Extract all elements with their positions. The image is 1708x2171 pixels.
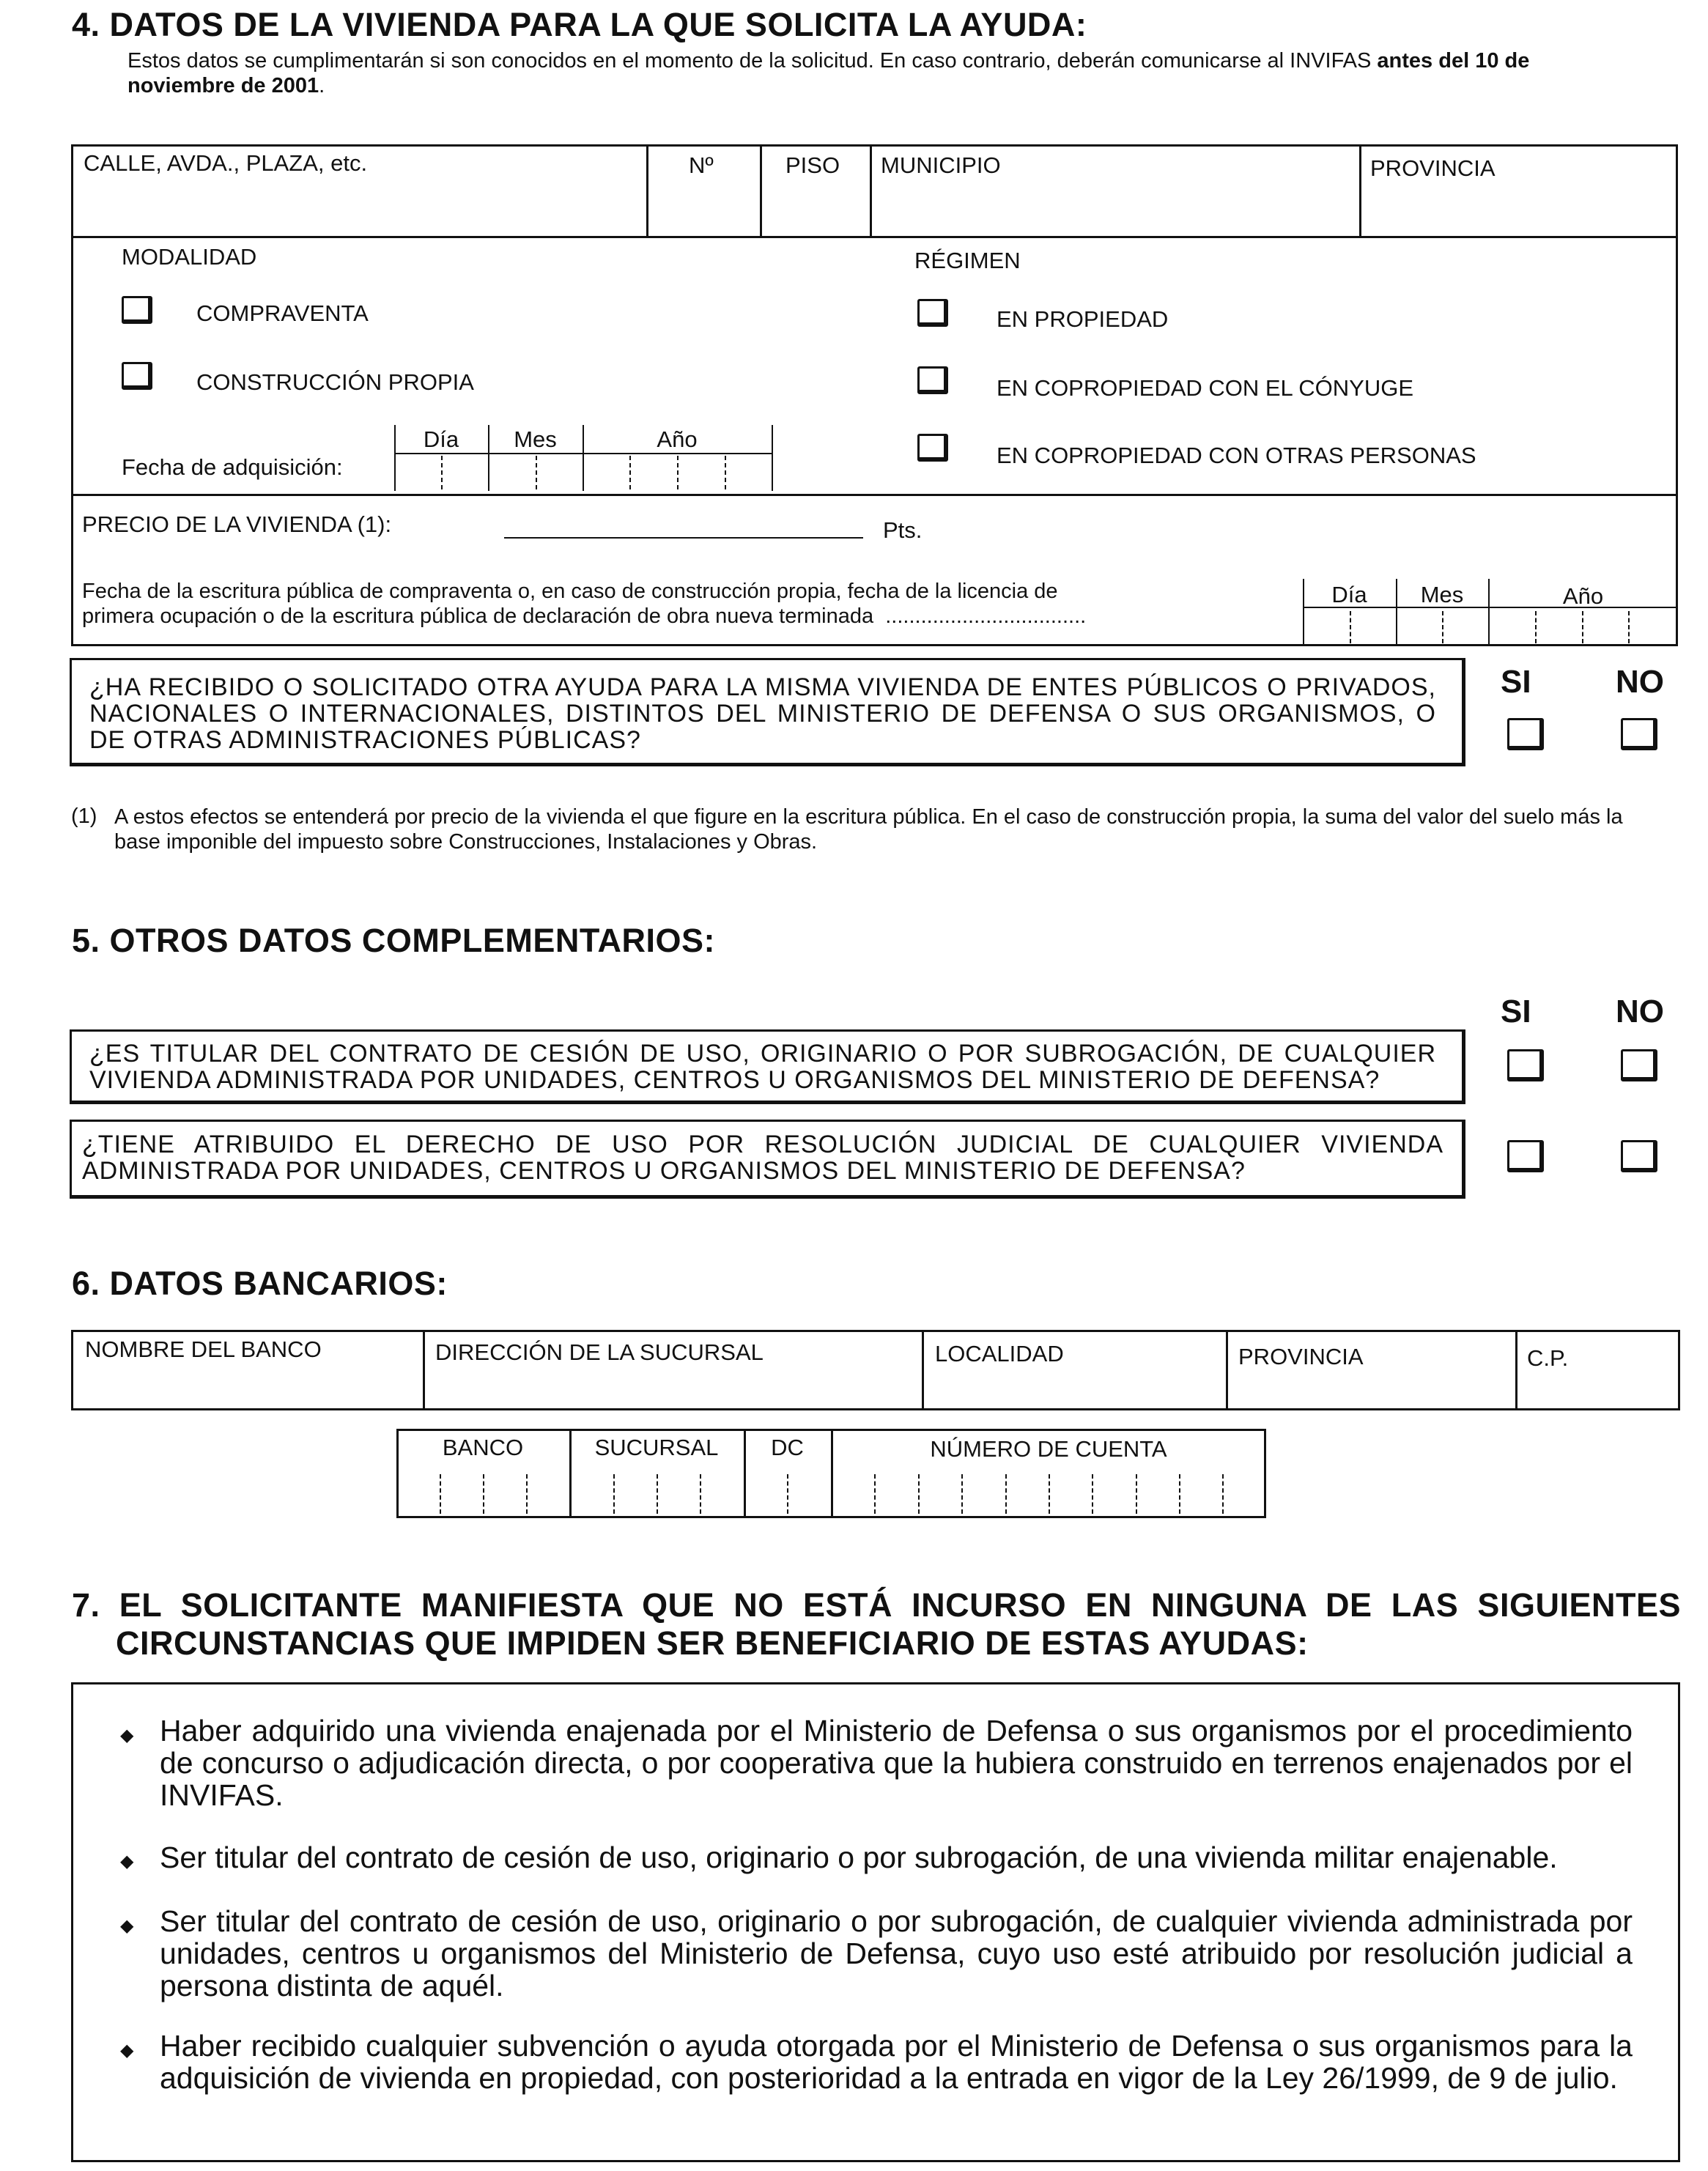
header-municipio: MUNICIPIO xyxy=(881,152,1001,178)
divider xyxy=(1226,1330,1228,1410)
escritura-ano-header: Año xyxy=(1562,583,1604,609)
intro-end: . xyxy=(319,74,325,97)
digit-separator xyxy=(1049,1474,1050,1514)
fecha-adquisicion-label: Fecha de adquisición: xyxy=(122,454,343,480)
header-localidad: LOCALIDAD xyxy=(935,1341,1064,1366)
s5-question-2: ¿TIENE ATRIBUIDO EL DERECHO DE USO POR RESOLUCIÓN JUDICIAL DE CUALQUIER VIVIENDA ADMINISTRADA POR UNIDADES, CENTROS U ORGANISMOS DEL MINISTERIO DE DEFENSA? xyxy=(82,1131,1443,1185)
header-provincia: PROVINCIA xyxy=(1370,155,1496,181)
section-7-title xyxy=(72,1586,1684,1663)
section-7-title-line-2: CIRCUNSTANCIAS QUE IMPIDEN SER BENEFICIARIO DE ESTAS AYUDAS: xyxy=(116,1624,1309,1662)
copropiedad-conyuge-label: EN COPROPIEDAD CON EL CÓNYUGE xyxy=(997,375,1414,401)
s5-q2-si-checkbox[interactable] xyxy=(1507,1140,1544,1172)
divider xyxy=(870,144,872,237)
precio-label: PRECIO DE LA VIVIENDA (1): xyxy=(82,511,392,537)
s5-q1-si-checkbox[interactable] xyxy=(1507,1049,1544,1081)
digit-separator xyxy=(483,1474,484,1514)
digit-separator xyxy=(536,456,537,489)
circunstancia-item-2: Ser titular del contrato de cesión de uso, originario o por subrogación, de una vivienda militar enajenable. xyxy=(160,1841,1558,1874)
en-propiedad-label: EN PROPIEDAD xyxy=(997,306,1169,332)
precio-unit: Pts. xyxy=(883,517,923,543)
bullet-icon: ◆ xyxy=(120,1726,134,1745)
compraventa-label: COMPRAVENTA xyxy=(196,300,369,326)
header-calle: CALLE, AVDA., PLAZA, etc. xyxy=(84,150,368,176)
digit-separator xyxy=(918,1474,920,1514)
otra-ayuda-question: ¿HA RECIBIDO O SOLICITADO OTRA AYUDA PARA LA MISMA VIVIENDA DE ENTES PÚBLICOS O PRIVADOS, NACIONALES O INTERNACIONALES, DISTINTOS DEL MINISTERIO DE DEFENSA O SUS ORGANISMOS, O DE OTRAS ADMINISTRACIONES PÚBLICAS? xyxy=(89,673,1436,754)
digit-separator xyxy=(1350,611,1351,643)
section-4-intro xyxy=(127,48,1681,98)
footnote-text: A estos efectos se entenderá por precio de la vivienda el que figure en la escritura pública. En el caso de construcción propia, la suma del valor del suelo más la base imponible del impuesto sobre Construcciones, Instalaciones y Obras. xyxy=(114,805,1623,854)
digit-separator xyxy=(787,1474,788,1514)
digit-separator xyxy=(440,1474,441,1514)
regimen-label: RÉGIMEN xyxy=(914,248,1021,273)
s5-q2-no-checkbox[interactable] xyxy=(1621,1140,1657,1172)
divider xyxy=(772,425,773,491)
intro-deadline-2: noviembre de 2001 xyxy=(127,74,319,97)
circunstancia-item-4: Haber recibido cualquier subvención o ayuda otorgada por el Ministerio de Defensa o sus organismos para la adquisición de vivienda en propiedad, con posterioridad a la entrada en vigor de la Ley 26/1999, de 9 de julio. xyxy=(160,2029,1633,2095)
divider xyxy=(646,144,648,237)
digit-separator xyxy=(1535,611,1537,643)
circunstancia-item-1: Haber adquirido una vivienda enajenada por el Ministerio de Defensa o sus organismos por el procedimiento de concurso o adjudicación directa, o por cooperativa que la hubiera construido en terrenos enajenados por el INVIFAS. xyxy=(160,1714,1633,1812)
fecha-adq-mes-header: Mes xyxy=(514,426,557,452)
bullet-icon: ◆ xyxy=(120,2041,134,2060)
header-direccion-sucursal: DIRECCIÓN DE LA SUCURSAL xyxy=(435,1339,764,1365)
digit-separator xyxy=(1005,1474,1007,1514)
copropiedad-otras-label: EN COPROPIEDAD CON OTRAS PERSONAS xyxy=(997,443,1476,468)
digit-separator xyxy=(1628,611,1630,643)
divider xyxy=(71,494,1678,496)
digit-separator xyxy=(1442,611,1443,643)
bullet-icon: ◆ xyxy=(120,1852,134,1871)
divider xyxy=(71,236,1678,238)
s5-q1-no-checkbox[interactable] xyxy=(1621,1049,1657,1081)
section-6-title: 6. DATOS BANCARIOS: xyxy=(72,1265,448,1302)
digit-separator xyxy=(700,1474,701,1514)
escritura-dots: .................................. xyxy=(885,604,1087,628)
digit-separator xyxy=(961,1474,963,1514)
digit-separator xyxy=(613,1474,615,1514)
divider xyxy=(1359,144,1361,237)
intro-deadline-1: antes del 10 de xyxy=(1377,49,1530,73)
copropiedad-conyuge-checkbox[interactable] xyxy=(917,366,948,394)
header-cp: C.P. xyxy=(1527,1345,1569,1371)
intro-text: Estos datos se cumplimentarán si son conocidos en el momento de la solicitud. En caso contrario, deberán comunicarse al INVIFAS xyxy=(127,49,1378,73)
digit-separator xyxy=(1179,1474,1180,1514)
digit-separator xyxy=(526,1474,528,1514)
header-nombre-banco: NOMBRE DEL BANCO xyxy=(85,1336,322,1362)
section-4-title: 4. DATOS DE LA VIVIENDA PARA LA QUE SOLICITA LA AYUDA: xyxy=(72,6,1087,43)
s5-question-1: ¿ES TITULAR DEL CONTRATO DE CESIÓN DE USO, ORIGINARIO O POR SUBROGACIÓN, DE CUALQUIER VIVIENDA ADMINISTRADA POR UNIDADES, CENTROS U ORGANISMOS DEL MINISTERIO DE DEFENSA? xyxy=(89,1040,1436,1094)
digit-separator xyxy=(441,456,443,489)
otra-ayuda-si-label: SI xyxy=(1501,664,1531,700)
fecha-adq-dia-header: Día xyxy=(423,426,459,452)
compraventa-checkbox[interactable] xyxy=(122,296,152,324)
footnote-mark: (1) xyxy=(71,805,97,828)
digit-separator xyxy=(1136,1474,1137,1514)
precio-input-line[interactable] xyxy=(504,537,863,539)
fecha-adq-ano-header: Año xyxy=(657,426,698,452)
digit-separator xyxy=(677,456,679,489)
account-sucursal-header: SUCURSAL xyxy=(594,1435,719,1460)
digit-separator xyxy=(1222,1474,1224,1514)
section-7-title-line-1: 7. EL SOLICITANTE MANIFIESTA QUE NO ESTÁ INCURSO EN NINGUNA DE LAS SIGUIENTES xyxy=(72,1586,1681,1624)
otra-ayuda-si-checkbox[interactable] xyxy=(1507,718,1544,750)
header-piso: PISO xyxy=(785,152,840,178)
construccion-propia-label: CONSTRUCCIÓN PROPIA xyxy=(196,369,474,395)
header-numero: Nº xyxy=(689,152,714,178)
otra-ayuda-no-checkbox[interactable] xyxy=(1621,718,1657,750)
digit-separator xyxy=(1092,1474,1093,1514)
digit-separator xyxy=(629,456,631,489)
divider xyxy=(423,1330,425,1410)
digit-separator xyxy=(725,456,726,489)
digit-separator xyxy=(1582,611,1583,643)
construccion-propia-checkbox[interactable] xyxy=(122,362,152,390)
bullet-icon: ◆ xyxy=(120,1916,134,1936)
digit-separator xyxy=(874,1474,876,1514)
s5-no-label: NO xyxy=(1616,994,1664,1029)
escritura-mes-header: Mes xyxy=(1420,582,1464,607)
account-numero-header: NÚMERO DE CUENTA xyxy=(930,1436,1167,1462)
escritura-dia-header: Día xyxy=(1331,582,1367,607)
section-5-title: 5. OTROS DATOS COMPLEMENTARIOS: xyxy=(72,922,716,959)
divider xyxy=(760,144,762,237)
escritura-text xyxy=(82,579,1086,629)
divider xyxy=(1515,1330,1517,1410)
otra-ayuda-no-label: NO xyxy=(1616,664,1664,700)
account-banco-header: BANCO xyxy=(442,1435,524,1460)
digit-separator xyxy=(657,1474,658,1514)
s5-si-label: SI xyxy=(1501,994,1531,1029)
account-dc-header: DC xyxy=(771,1435,804,1460)
header-provincia-banco: PROVINCIA xyxy=(1238,1344,1364,1369)
escritura-line-2: primera ocupación o de la escritura pública de declaración de obra nueva terminada xyxy=(82,604,874,628)
modalidad-label: MODALIDAD xyxy=(122,244,257,270)
escritura-line-1: Fecha de la escritura pública de compraventa o, en caso de construcción propia, fecha de la licencia de xyxy=(82,580,1058,603)
circunstancia-item-3: Ser titular del contrato de cesión de uso, originario o por subrogación, de cualquier vivienda administrada por unidades, centros u organismos del Ministerio de Defensa, cuyo uso esté atribuido por resolución judicial a persona distinta de aquél. xyxy=(160,1904,1633,2002)
en-propiedad-checkbox[interactable] xyxy=(917,299,948,327)
copropiedad-otras-checkbox[interactable] xyxy=(917,434,948,462)
divider xyxy=(922,1330,924,1410)
